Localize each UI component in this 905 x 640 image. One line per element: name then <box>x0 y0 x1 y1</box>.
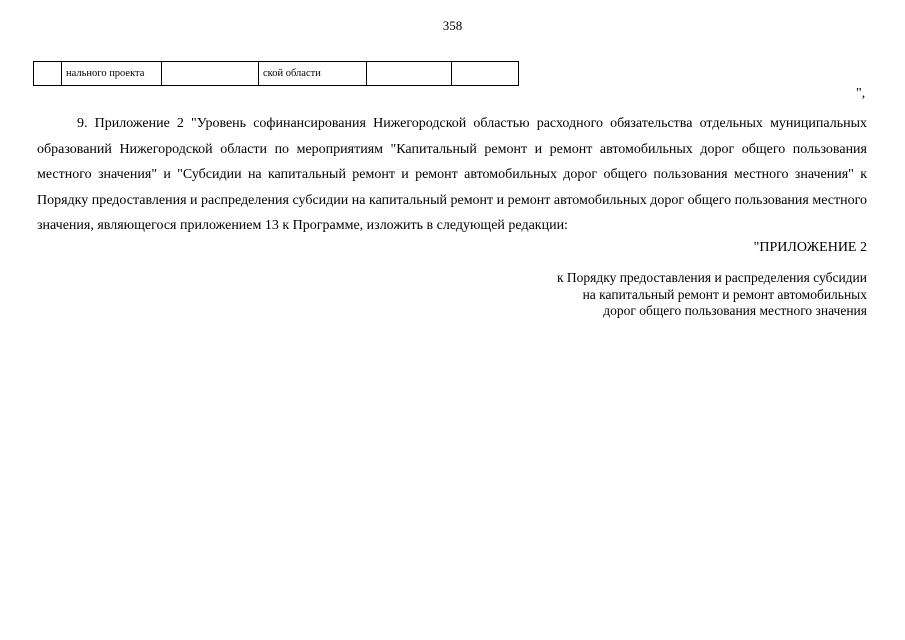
body-paragraph: 9. Приложение 2 "Уровень софинансирования Нижегородской областью расходного обязательства отдельных муниципальных образований Нижегородской области по мероприятиям "Капитальный ремонт и ремонт автомобильных дорог общего пользования местного значения" и "Субсидии на капитальный ремонт и ремонт автомобильных дорог общего пользования местного значения" к Порядку предоставления и распределения субсидии на капитальный ремонт и ремонт автомобильных дорог общего пользования местного значения, являющегося приложением 13 к Программе, изложить в следующей редакции: <box>37 116 867 234</box>
table-row <box>34 62 519 86</box>
table-fragment <box>33 61 519 86</box>
table-cell <box>452 62 519 86</box>
closing-quote: ", <box>856 86 866 101</box>
page-number: 358 <box>442 18 463 33</box>
table-cell: нального проекта <box>62 62 162 86</box>
appendix-subtitle-line: на капитальный ремонт и ремонт автомобильных <box>582 286 867 302</box>
appendix-subtitle-line: к Порядку предоставления и распределения субсидии <box>556 270 867 285</box>
appendix-subtitle <box>557 270 867 320</box>
appendix-subtitle-line: дорог общего пользования местного значения <box>603 303 867 318</box>
appendix-title: "ПРИЛОЖЕНИЕ 2 <box>753 240 867 255</box>
table-cell <box>34 62 62 86</box>
table-cell <box>367 62 452 86</box>
table-cell: ской области <box>259 62 367 86</box>
table-cell <box>162 62 259 86</box>
